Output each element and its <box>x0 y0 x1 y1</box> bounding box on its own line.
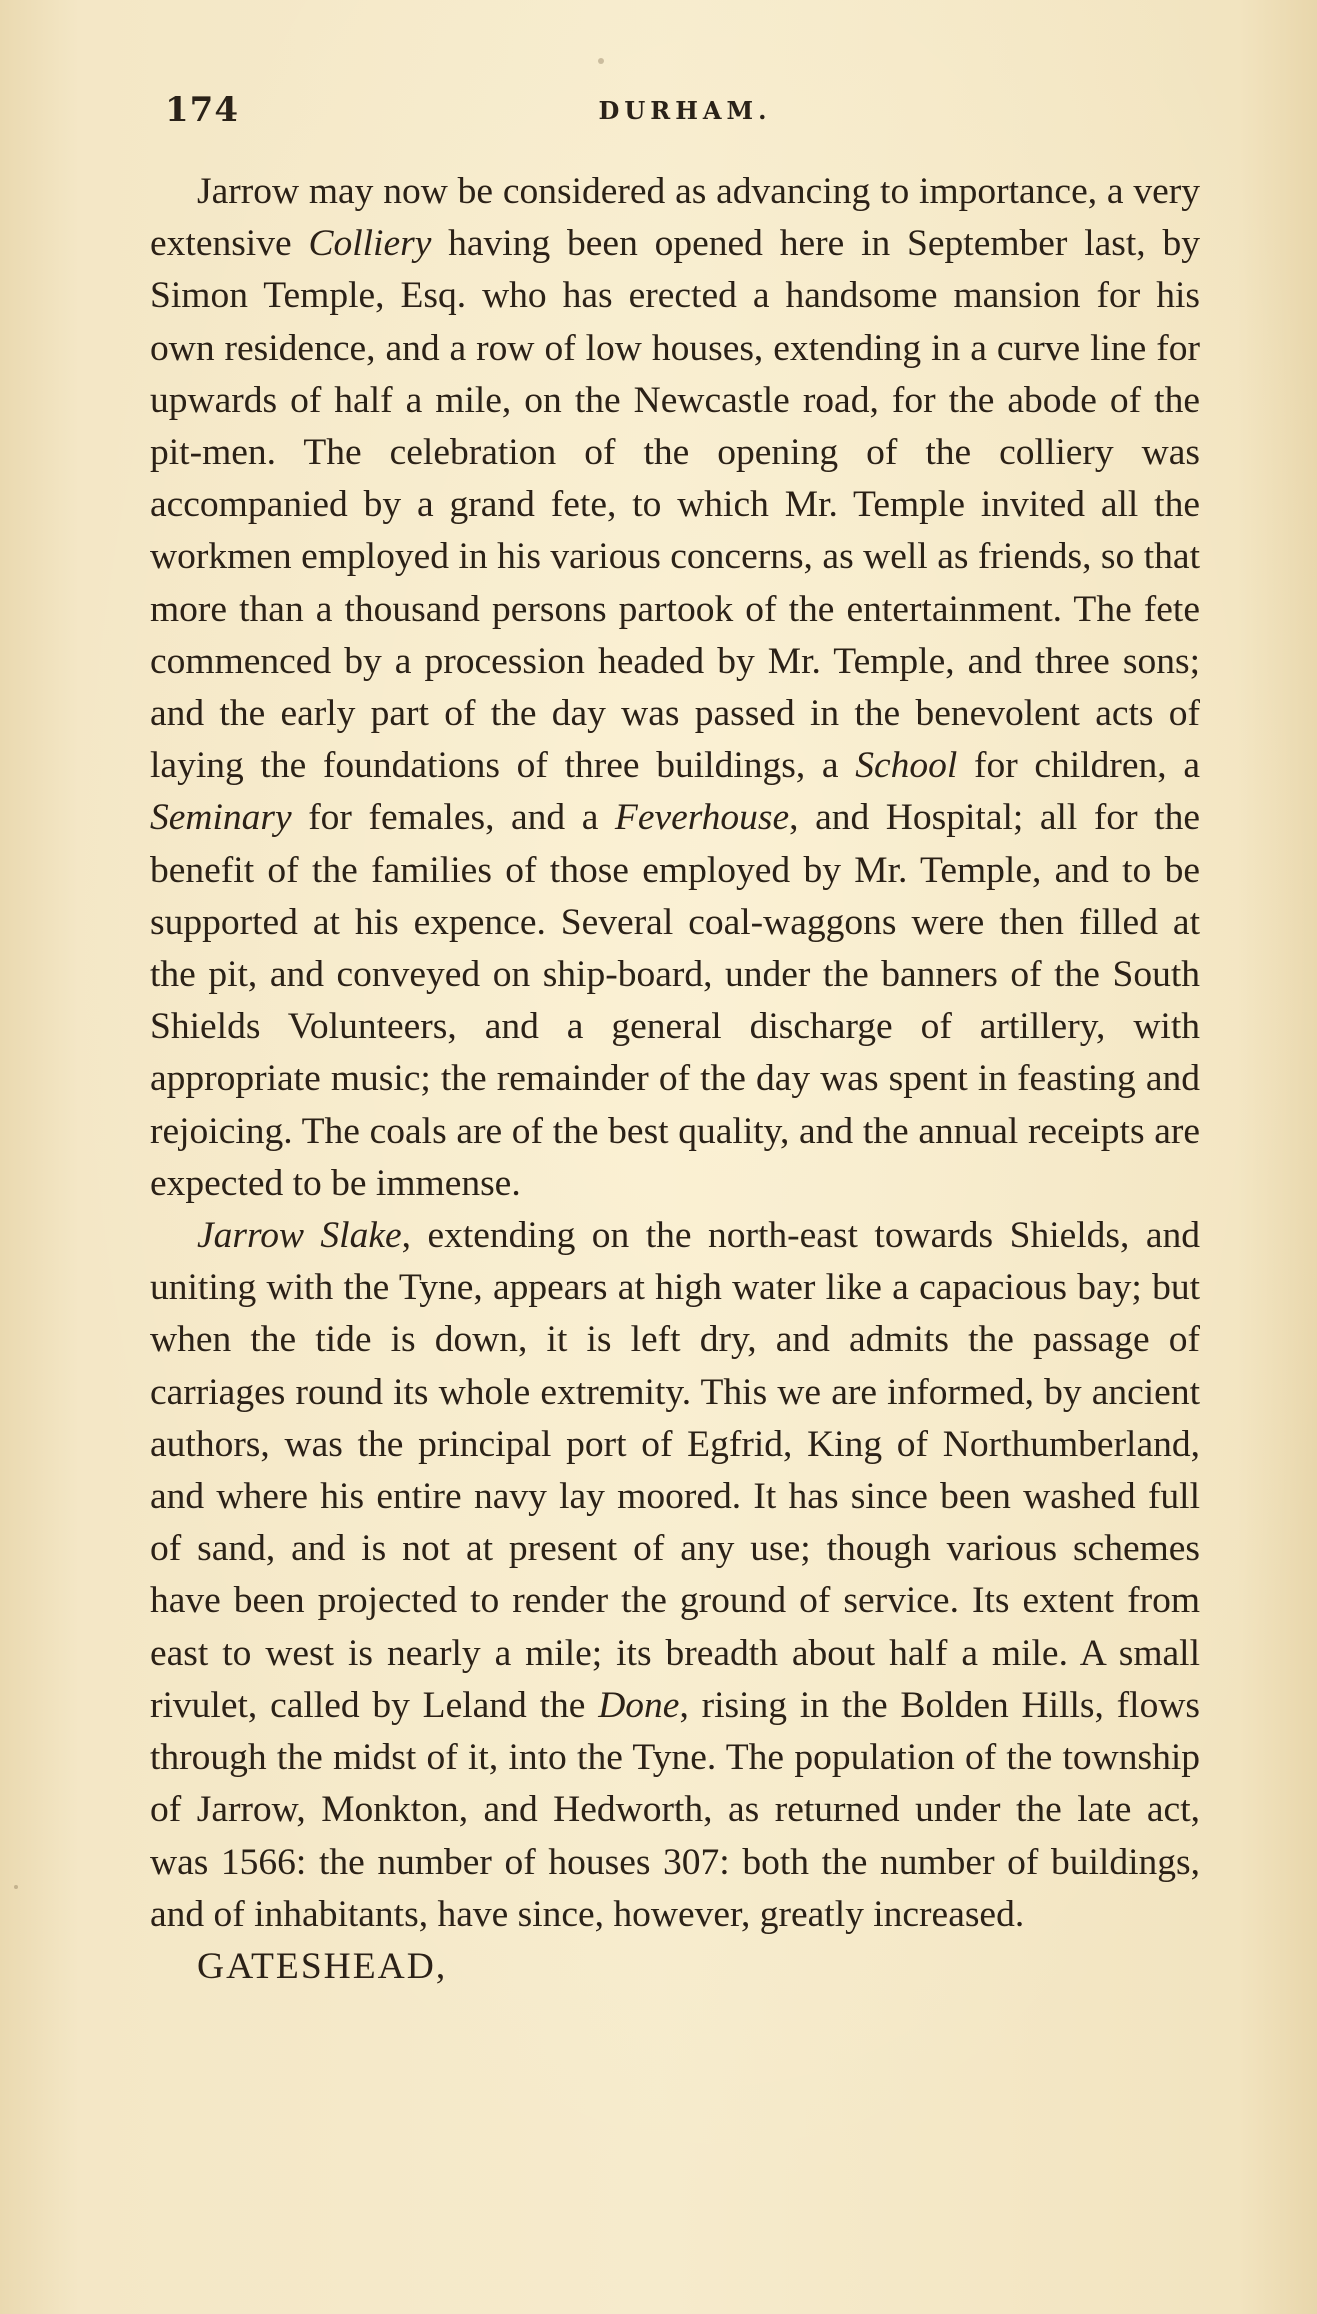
italic-term-jarrow-slake: Jarrow Slake <box>197 1215 402 1257</box>
text-run: Jarrow may now be considered as advancing to importance, a very extensive <box>150 171 1200 265</box>
page-number: 174 <box>165 90 239 130</box>
italic-term-done: Done <box>598 1684 680 1726</box>
text-run: having been opened here in September last, by Simon Temple, Esq. who has erected a handsome mansion for his own residence, and a row of low houses, extending in a curve line for upwards of half a mile, on the Newcastle road, for the abode of the pit-men. The celebration of the opening of the colliery was accompanied by a grand fete, to which Mr. Temple invited all the workmen employed in his various concerns, as well as friends, so that more than a thousand persons partook of the entertainment. The fete commenced by a procession headed by Mr. Temple, and three sons; and the early part of the day was passed in the benevolent acts of laying the foundations of three buildings, a <box>150 223 1200 787</box>
page-header <box>165 90 1205 134</box>
italic-term-colliery: Colliery <box>308 223 432 265</box>
italic-term-seminary: Seminary <box>150 797 292 839</box>
text-run: , extending on the north-east towards Shields, and uniting with the Tyne, appears at high water like a capacious bay; but when the tide is down, it is left dry, and admits the passage of carriages round its whole extremity. This we are informed, by ancient authors, was the principal port of Egfrid, King of Northumberland, and where his entire navy lay moored. It has since been washed full of sand, and is not at present of any use; though various schemes have been projected to render the ground of service. Its extent from east to west is nearly a mile; its breadth about half a mile. A small rivulet, called by Leland the <box>150 1215 1200 1726</box>
paragraph-jarrow-slake <box>150 1210 1200 1941</box>
paper-speck <box>598 58 604 64</box>
body-text <box>150 166 1200 1993</box>
italic-term-fever-house: Feverhouse <box>614 797 790 839</box>
paragraph-jarrow-colliery <box>150 166 1200 1210</box>
paper-speck <box>14 1885 18 1889</box>
text-run: for children, a <box>957 745 1200 787</box>
italic-term-school: School <box>855 745 958 787</box>
text-run: , rising in the Bolden Hills, flows through the midst of it, into the Tyne. The population of the township of Jarrow, Monkton, and Hedworth, as returned under the late act, was 1566: the number of houses 307: both the number of buildings, and of inhabitants, have since, however, greatly increased. <box>150 1684 1200 1935</box>
catchword: GATESHEAD, <box>197 1945 448 1987</box>
text-run: , and Hospital; all for the benefit of the families of those employed by Mr. Temple, and to be supported at his expence. Several coal-waggons were then filled at the pit, and conveyed on ship-board, under the banners of the South Shields Volunteers, and a general discharge of artillery, with appropriate music; the remainder of the day was spent in feasting and rejoicing. The coals are of the best quality, and the annual receipts are expected to be immense. <box>150 797 1200 1204</box>
running-title: DURHAM. <box>598 96 772 125</box>
text-run: for females, and a <box>291 797 615 839</box>
